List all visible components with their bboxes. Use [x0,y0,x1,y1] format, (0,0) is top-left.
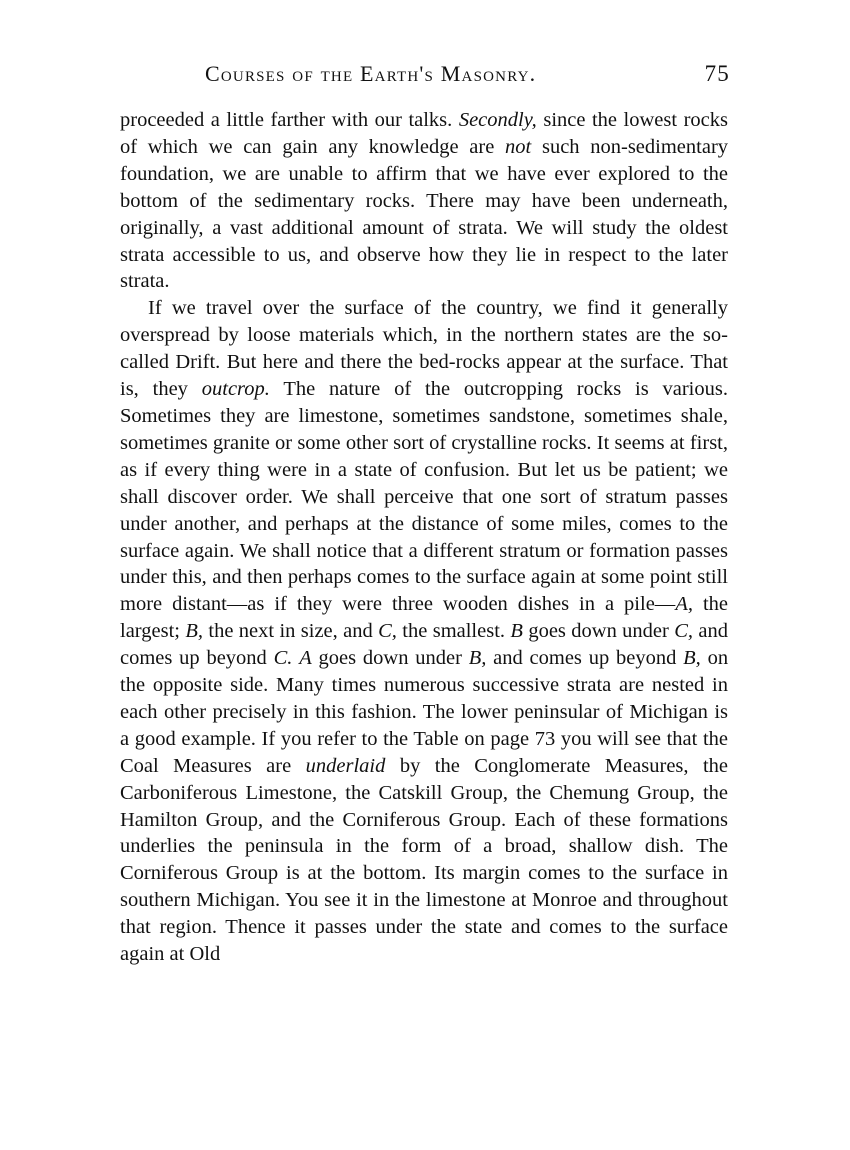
italic-letter-c: C, [378,620,397,643]
text-run: since the lowest rocks of which we can gain any knowledge are [120,109,729,158]
italic-letter-b: B, [683,647,701,670]
running-head [120,55,728,95]
paragraph-continued [120,107,728,295]
book-page [120,55,728,968]
italic-letter-b: B [510,620,523,643]
text-run: goes down under [528,620,669,643]
italic-letter-c: C, [674,620,694,643]
italic-secondly: Secondly, [458,109,537,131]
text-run: on the opposite side. Many times numerous successive strata are nested in each other precisely in this fashion. The lower peninsular of Michigan is a good example. If you refer to the Table on page 73 you will see that the Coal Measures are [120,647,729,777]
text-run: by the Conglomerate Measures, the Carboniferous Limestone, the Catskill Group, the Chemung Group, the Hamilton Group, and the Corniferous Group. Each of these formations underlies the peninsula in the form of a broad, shallow dish. The Corniferous Group is at the bottom. Its margin comes to the surface in southern Michigan. You see it in the limestone at Monroe and throughout that region. Thence it passes under the state and comes to the surface again at Old [120,754,729,966]
paragraph-outcrop [120,295,728,968]
text-run: and comes up beyond [120,620,729,670]
italic-letter-b: B, [185,620,203,643]
italic-underlaid: underlaid [305,754,386,777]
italic-letter-a: A [299,647,312,670]
italic-letter-b: B, [468,647,487,670]
text-run: goes down under [318,647,462,670]
text-run: the largest; [120,593,729,643]
text-run: The nature of the outcropping rocks is various. Sometimes they are limestone, sometimes sandstone, sometimes shale, sometimes granite or some other sort of crystalline rocks. It seems at first, as if every thing were in a state of confusion. But let us be patient; we shall discover order. We shall perceive that one sort of stratum passes under another, and perhaps at the distance of some miles, comes to the surface again. We shall notice that a different stratum or formation passes under this, and then perhaps comes to the surface again at some point still more distant—as if they were three wooden dishes in a pile— [120,378,728,616]
text-run: and comes up beyond [493,647,677,670]
text-run: proceeded a little farther with our talks. [120,109,453,131]
running-head-title: Courses of the Earth's Masonry. [205,61,537,86]
text-run: the smallest. [402,620,506,643]
italic-not: not [505,135,532,158]
text-run: the next in size, and [208,620,373,643]
text-run: If we travel over the surface of the country, we find it generally overspread by loose materials which, in the northern states are the so-called Drift. But here and there the bed-rocks appear at the surface. That is, they [120,297,728,401]
italic-letter-a: A, [675,593,693,616]
body-text [120,107,728,968]
page-number: 75 [704,61,730,86]
italic-outcrop: outcrop. [201,378,270,401]
text-run: such non-sedimentary foundation, we are unable to affirm that we have ever explored to the bottom of the sedimentary rocks. There may have been underneath, originally, a vast additional amount of strata. We will study the oldest strata accessible to us, and observe how they lie in respect to the later strata. [120,135,729,293]
italic-letter-c: C. [273,647,293,670]
